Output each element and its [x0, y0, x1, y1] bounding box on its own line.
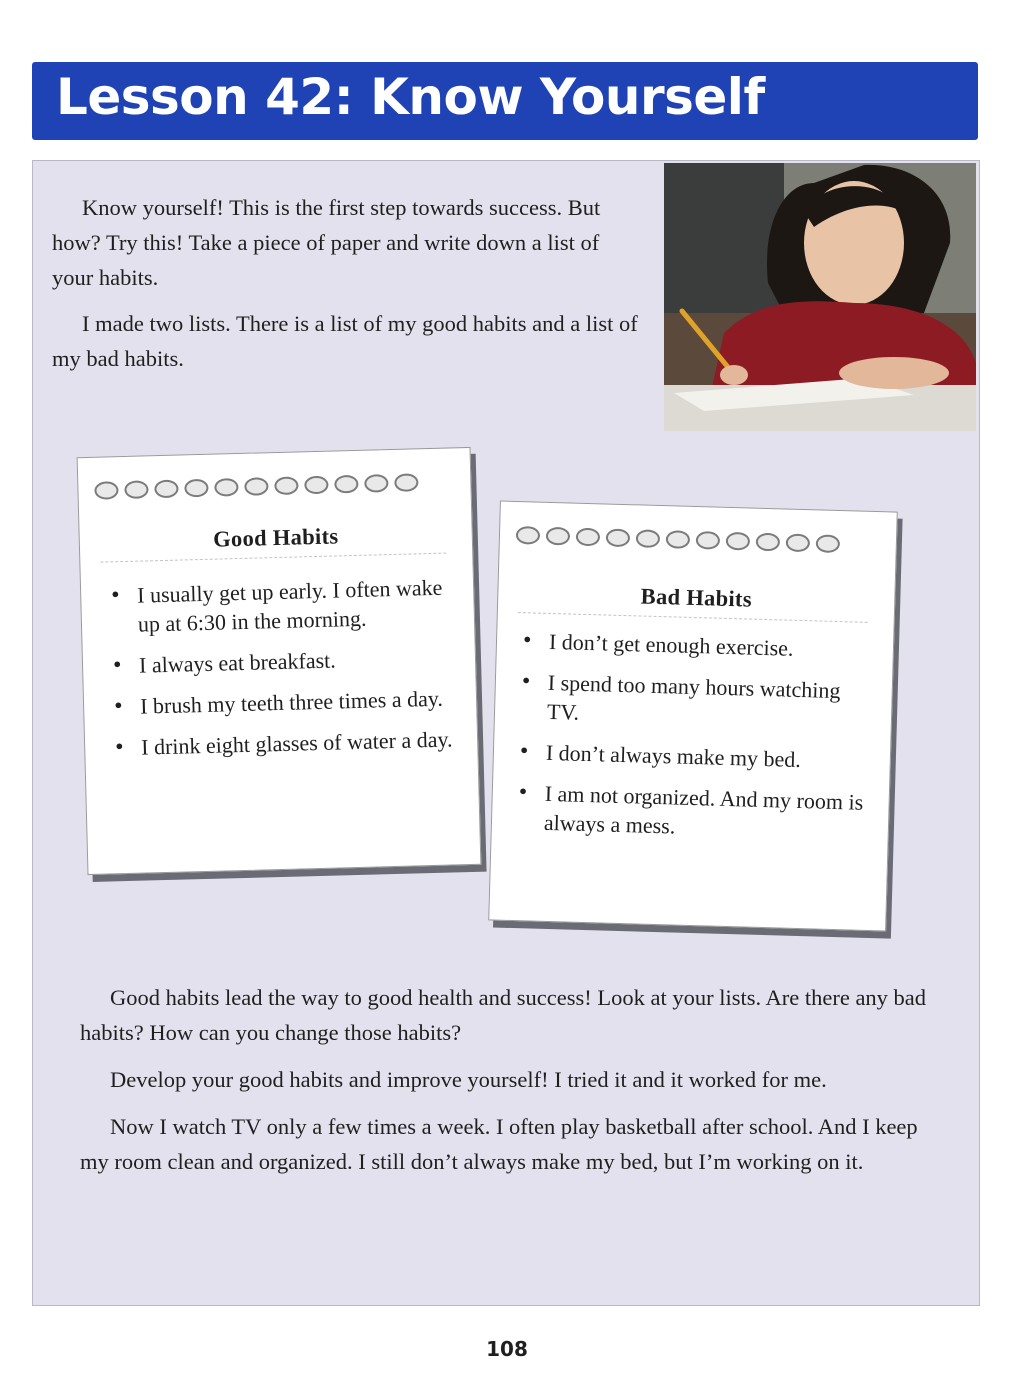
ring-icon	[94, 481, 118, 500]
lesson-title-bar	[32, 62, 978, 140]
ring-icon	[214, 478, 238, 497]
list-item: • I am not organized. And my room is always a mess.	[516, 778, 871, 846]
ring-icon	[696, 531, 720, 550]
body-paragraph-2: Develop your good habits and improve yourself! I tried it and it worked for me.	[110, 1067, 827, 1092]
list-item: • I don’t always make my bed.	[518, 737, 873, 776]
page-number: 108	[486, 1337, 528, 1361]
ring-icon	[606, 529, 630, 548]
body-text	[80, 980, 932, 1191]
list-item: • I brush my teeth three times a day.	[112, 683, 459, 721]
intro-text-2: I made two lists. There is a list of my good habits and a list of my bad habits.	[52, 311, 638, 371]
ring-icon	[546, 527, 570, 546]
ring-icon	[786, 534, 810, 553]
list-item: • I don’t get enough exercise.	[521, 626, 876, 665]
lesson-title: Lesson 42: Know Yourself	[56, 68, 765, 126]
body-paragraph-3: Now I watch TV only a few times a week. I often play basketball after school. And I keep my room clean and organized. I still don’t always make my bed, but I’m working on it.	[80, 1114, 918, 1174]
intro-paragraph-1	[52, 190, 642, 295]
ring-icon	[124, 480, 148, 499]
ring-icon	[726, 532, 750, 551]
ring-icon	[666, 530, 690, 549]
girl-writing-photo	[664, 163, 976, 431]
intro-paragraph-2	[52, 306, 642, 376]
ring-icon	[184, 479, 208, 498]
good-habits-title: Good Habits	[212, 523, 339, 552]
intro-text-1: Know yourself! This is the first step towards success. But how? Try this! Take a piece of paper and write down a list of your habits.	[52, 195, 601, 290]
list-item: • I always eat breakfast.	[111, 642, 458, 680]
ring-icon	[304, 476, 328, 495]
list-item: • I usually get up early. I often wake up at 6:30 in the morning.	[109, 572, 456, 639]
notebook-rings	[516, 526, 840, 553]
ring-icon	[154, 480, 178, 499]
good-habits-list	[109, 572, 460, 774]
ring-icon	[816, 534, 840, 553]
ring-icon	[364, 474, 388, 493]
ring-icon	[516, 526, 540, 545]
ring-icon	[274, 476, 298, 495]
body-paragraph-1: Good habits lead the way to good health and success! Look at your lists. Are there any bad habits? How can you change those habits?	[80, 985, 927, 1045]
list-item: • I spend too many hours watching TV.	[519, 667, 874, 735]
good-habits-note	[77, 447, 482, 875]
ring-icon	[636, 529, 660, 548]
bad-habits-list	[515, 626, 875, 858]
bad-habits-note	[488, 501, 898, 932]
ring-icon	[244, 477, 268, 496]
ring-icon	[576, 528, 600, 547]
ring-icon	[394, 473, 418, 492]
notebook-rings	[94, 473, 418, 499]
ring-icon	[756, 533, 780, 552]
ring-icon	[334, 475, 358, 494]
photo-illustration	[664, 163, 976, 431]
list-item: • I drink eight glasses of water a day.	[113, 724, 460, 762]
bad-habits-title: Bad Habits	[640, 583, 753, 612]
